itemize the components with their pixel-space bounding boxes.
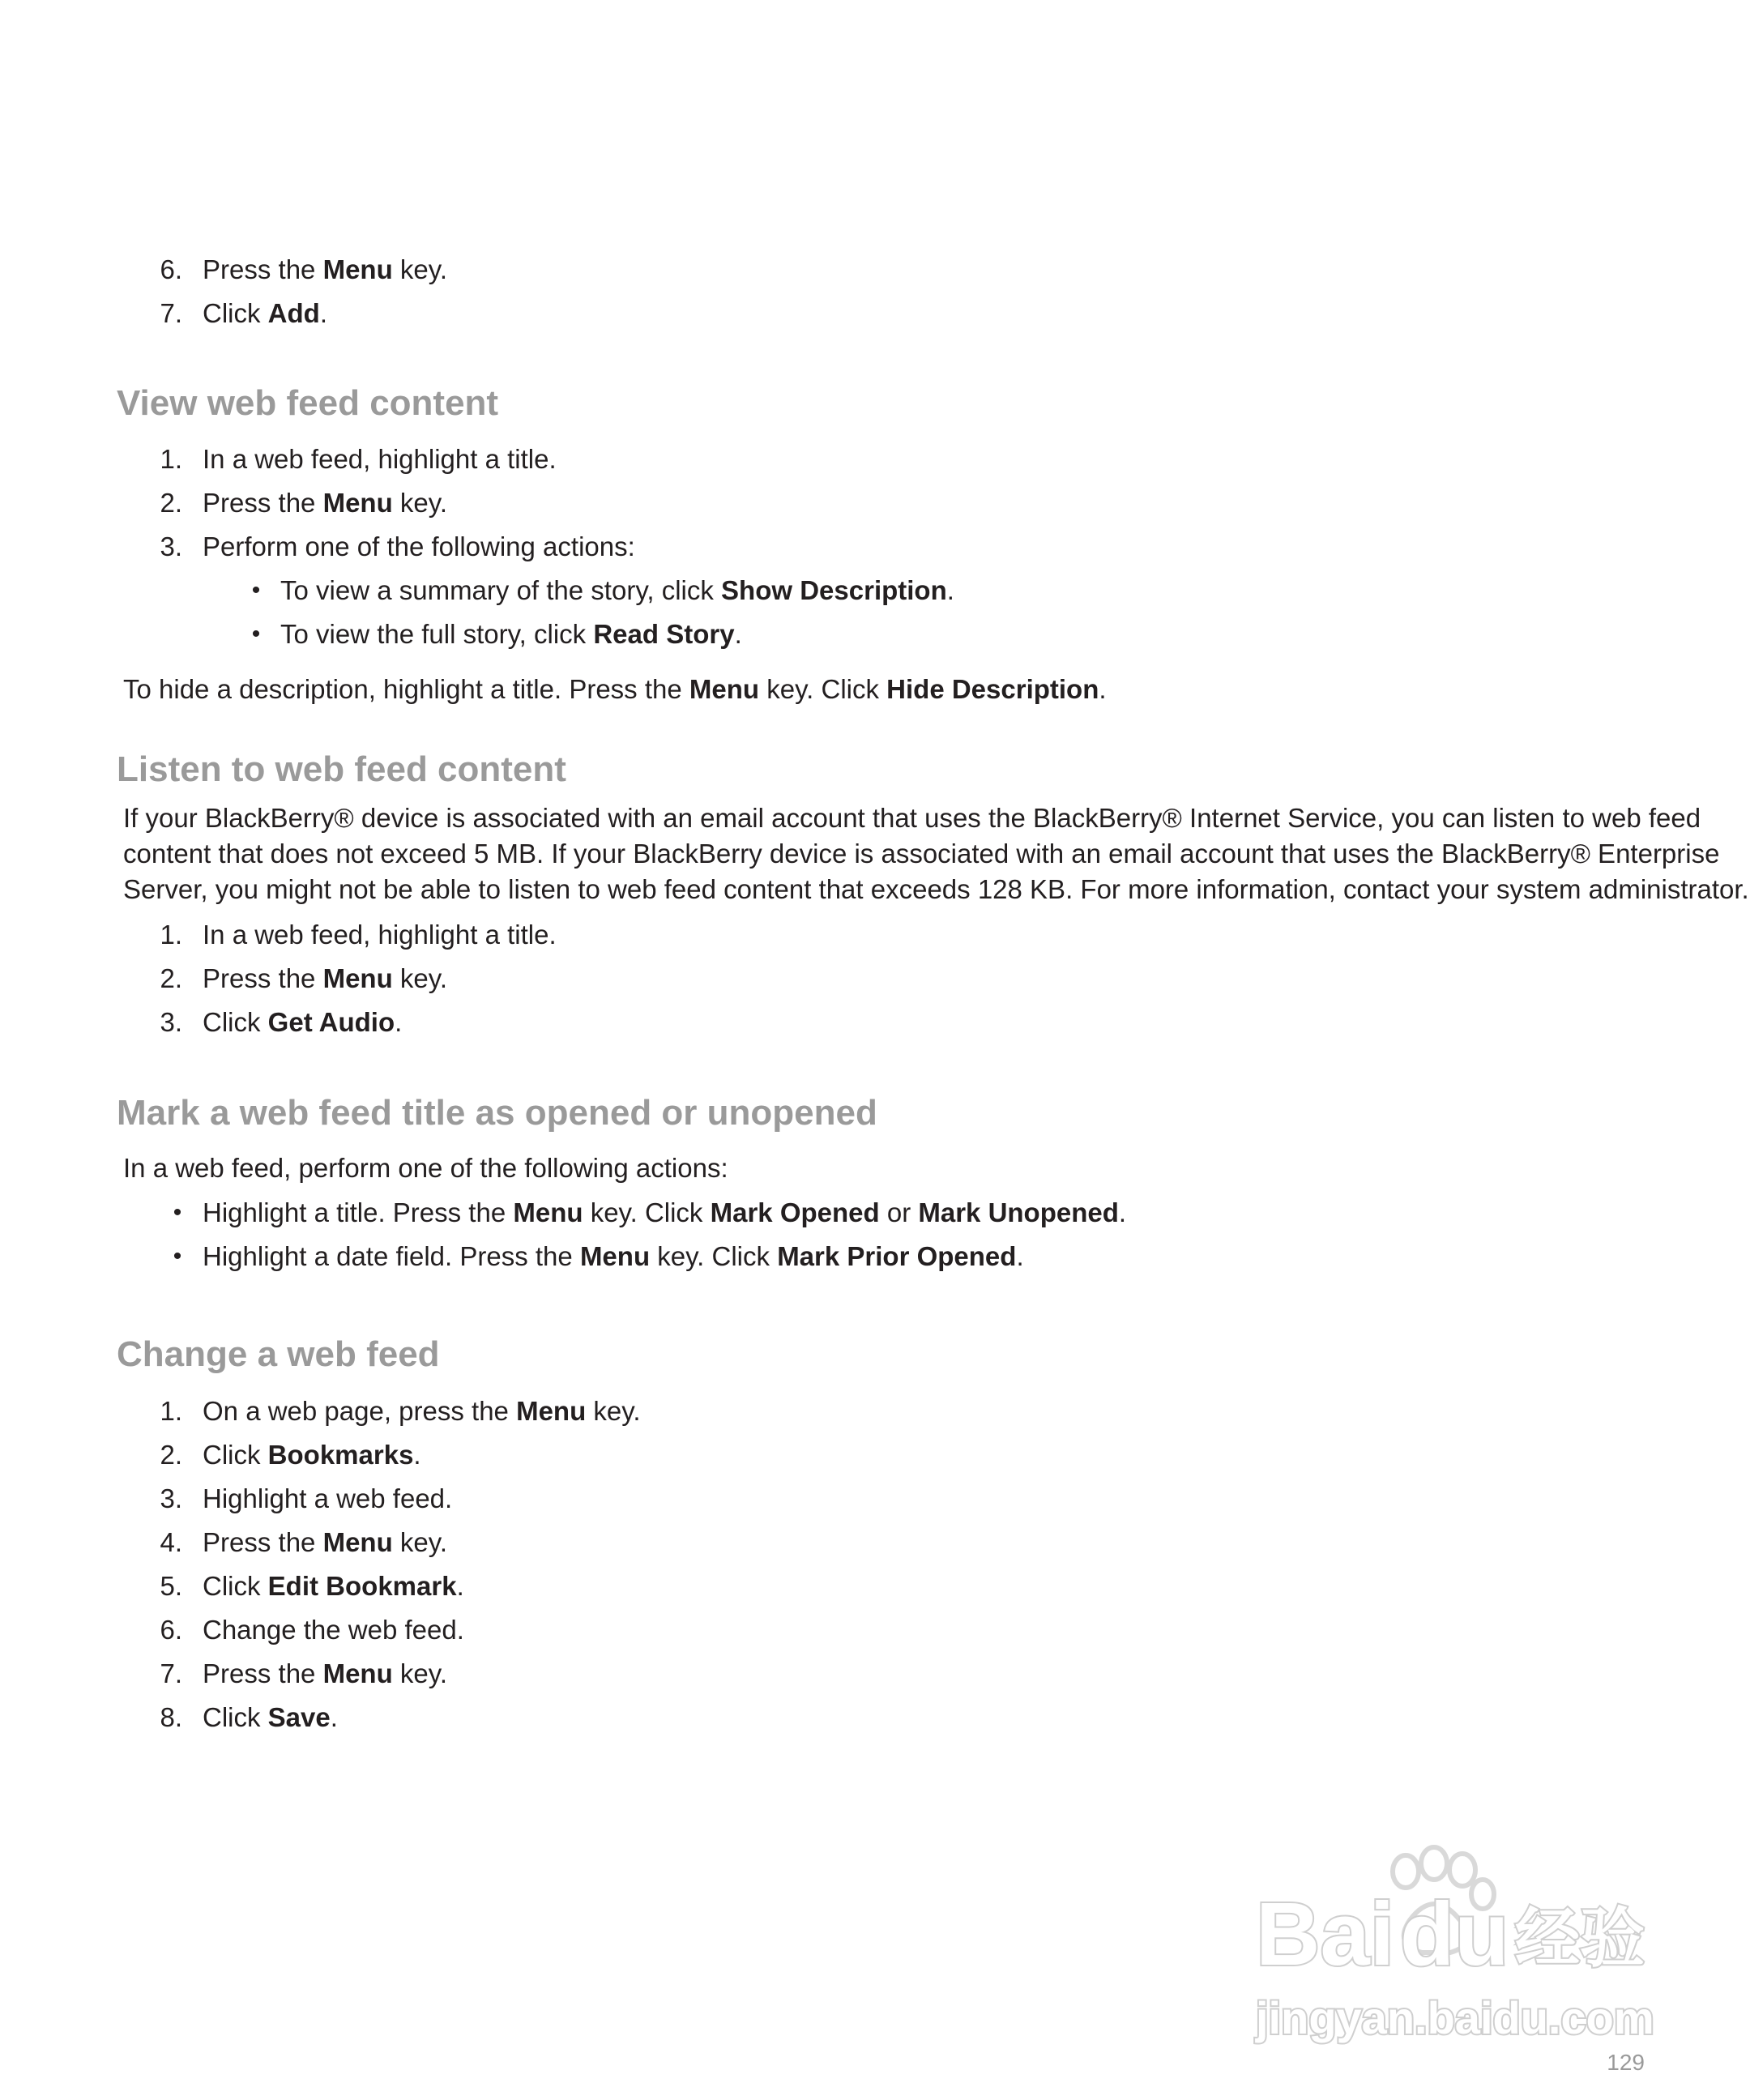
step-number: 5. [160,1571,182,1601]
watermark-brand: Bai [1256,1884,1395,1984]
watermark-cjk: 经验 [1515,1902,1645,1974]
bullet-text: Highlight a title. Press the Menu key. Click Mark Opened or Mark Unopened. [203,1197,1127,1227]
step-text: Highlight a web feed. [203,1483,453,1513]
step-number: 1. [160,1396,182,1426]
bullet: • [251,621,261,647]
list-item [0,569,1750,612]
step-text: Press the Menu key. [203,963,447,993]
list-item [0,913,1750,957]
step-number: 3. [160,1007,182,1037]
step-number: 3. [160,531,182,561]
list-item [0,1564,1750,1608]
list-item [0,248,1750,292]
step-text: Click Bookmarks. [203,1440,421,1470]
watermark-brand-suffix: du [1400,1884,1509,1984]
list-item [0,1389,1750,1433]
step-number: 6. [160,1615,182,1645]
page-number: 129 [1607,2050,1645,2075]
bullet: • [251,577,261,604]
section-heading: View web feed content [117,383,499,423]
list-item [0,481,1750,525]
step-text: Press the Menu key. [203,488,447,518]
list-item [0,612,1750,656]
step-number: 1. [160,920,182,950]
step-number: 2. [160,963,182,993]
step-number: 2. [160,1440,182,1470]
step-number: 1. [160,444,182,474]
bullet: • [173,1199,182,1226]
section-heading: Change a web feed [117,1334,440,1374]
list-item [0,1191,1750,1235]
step-text: In a web feed, highlight a title. [203,444,557,474]
step-number: 4. [160,1527,182,1557]
step-number: 8. [160,1702,182,1732]
paragraph-line: If your BlackBerry® device is associated with an email account that uses the BlackBerry® Internet Service, you can listen to web feed [123,803,1701,833]
list-item [0,1696,1750,1739]
intro-text: In a web feed, perform one of the following actions: [123,1153,728,1183]
step-number: 3. [160,1483,182,1513]
step-text: Perform one of the following actions: [203,531,635,561]
step-text: In a web feed, highlight a title. [203,920,557,950]
step-text: Click Get Audio. [203,1007,403,1037]
section-heading: Mark a web feed title as opened or unopened [117,1093,877,1133]
step-text: On a web page, press the Menu key. [203,1396,641,1426]
list-item [0,525,1750,569]
list-item [0,1477,1750,1521]
list-item [0,1433,1750,1477]
step-number: 2. [160,488,182,518]
step-number: 6. [160,254,182,284]
bullet-text: To view the full story, click Read Story. [280,619,742,649]
step-text: Press the Menu key. [203,1658,447,1688]
paragraph-line: Server, you might not be able to listen to web feed content that exceeds 128 KB. For more information, contact your system administrator. [123,874,1749,904]
bullet-text: To view a summary of the story, click Show Description. [280,575,954,605]
step-number: 7. [160,298,182,328]
baidu-watermark-logo [1248,1839,1669,2050]
step-text: Click Add. [203,298,327,328]
step-text: Press the Menu key. [203,254,447,284]
step-number: 7. [160,1658,182,1688]
step-text: Click Edit Bookmark. [203,1571,464,1601]
list-item [0,957,1750,1001]
list-item [0,1235,1750,1278]
list-item [0,1608,1750,1652]
bullet-text: Highlight a date field. Press the Menu key. Click Mark Prior Opened. [203,1241,1024,1271]
section-heading: Listen to web feed content [117,749,566,789]
watermark-url: jingyan.baidu.com [1256,1992,1654,2043]
paragraph [123,800,1749,907]
list-item [0,1652,1750,1696]
note-text: To hide a description, highlight a title. Press the Menu key. Click Hide Description. [123,674,1107,704]
list-item [0,292,1750,335]
list-item [0,438,1750,481]
step-text: Press the Menu key. [203,1527,447,1557]
step-text: Change the web feed. [203,1615,464,1645]
paragraph-line: content that does not exceed 5 MB. If your BlackBerry device is associated with an email account that uses the BlackBerry® Enterprise [123,839,1720,869]
step-text: Click Save. [203,1702,338,1732]
list-item [0,1001,1750,1044]
list-item [0,1521,1750,1564]
bullet: • [173,1243,182,1270]
